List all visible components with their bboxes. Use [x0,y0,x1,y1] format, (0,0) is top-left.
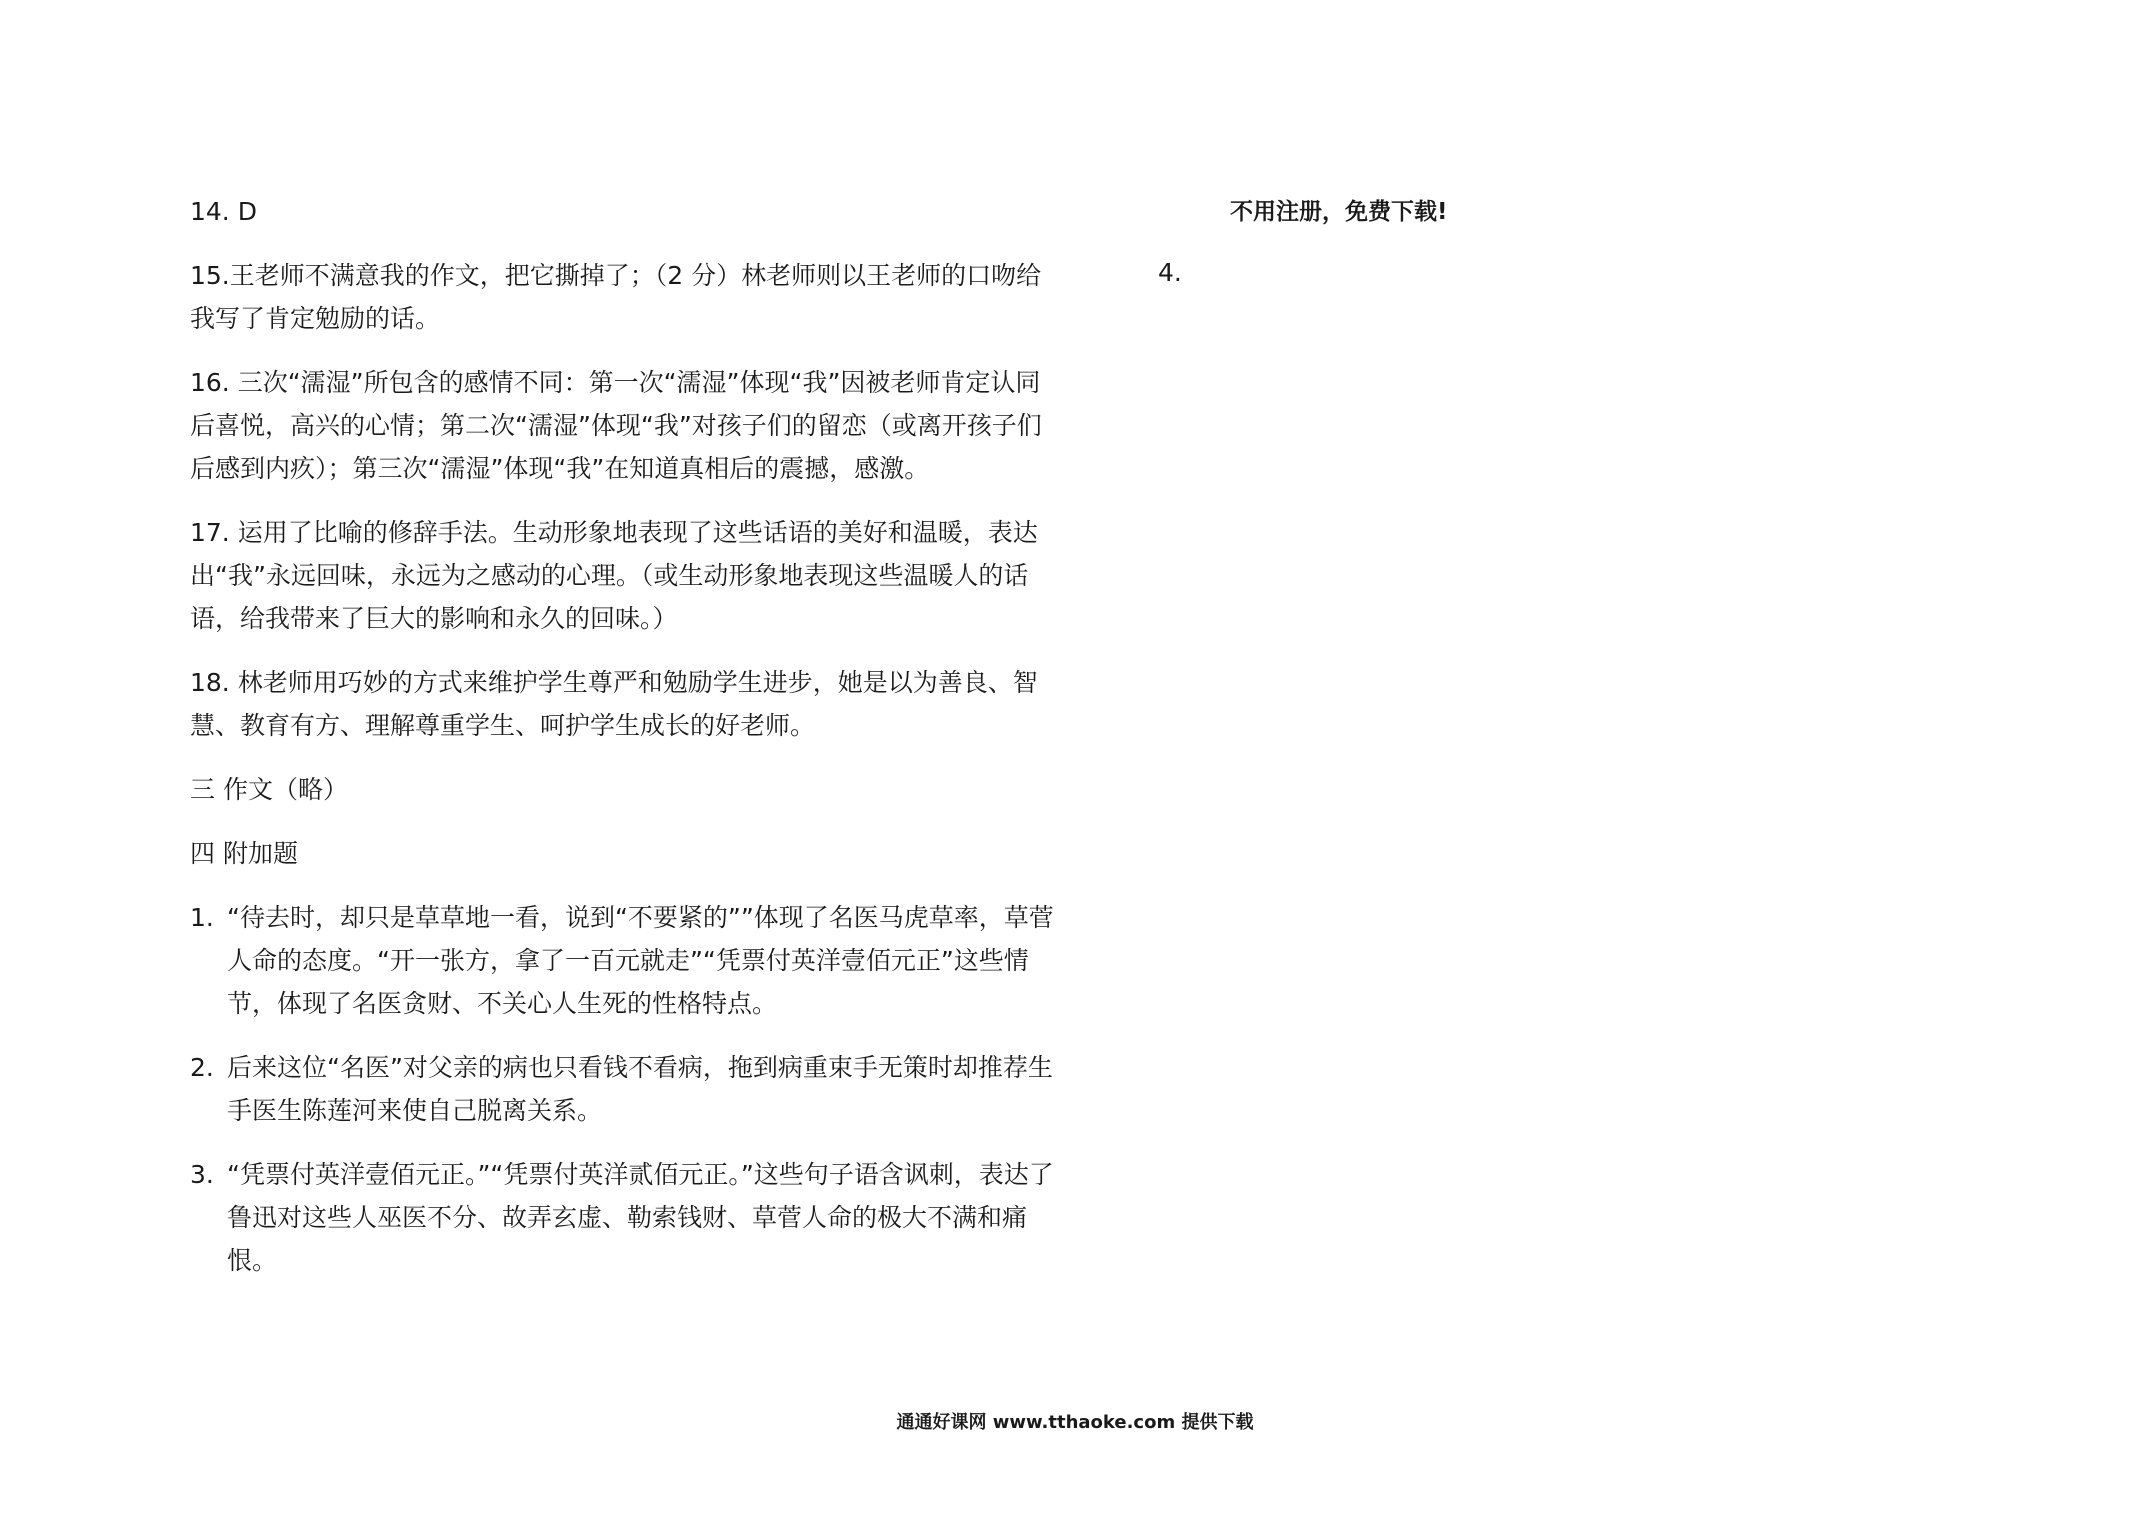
list-item-number: 1. [190,903,214,932]
page-footer [0,1408,2150,1438]
list-item-text: “凭票付英洋壹佰元正。”“凭票付英洋贰佰元正。”这些句子语含讽刺，表达了鲁迅对这些人巫医不分、故弄玄虚、勒索钱财、草菅人命的极大不满和痛恨。 [227,1160,1054,1275]
free-download-note: 不用注册，免费下载! [1230,199,1448,225]
list-item-number: 3. [190,1160,214,1189]
section-bonus: 四 附加题 [190,839,298,868]
answer-column [190,190,1060,1303]
bonus-answer-list [190,896,1060,1282]
section-composition: 三 作文（略） [190,775,348,804]
footer-source-text: 通通好课网 www.tthaoke.com 提供下载 [896,1412,1254,1433]
answer-14: 14. D [190,197,257,226]
list-item [190,1046,1060,1132]
answer-16: 16. 三次“濡湿”所包含的感情不同：第一次“濡湿”体现“我”因被老师肯定认同后喜悦，高兴的心情；第二次“濡湿”体现“我”对孩子们的留恋（或离开孩子们后感到内疚）；第三次“濡湿”体现“我”在知道真相后的震撼，感激。 [190,368,1042,483]
list-item [190,896,1060,1025]
list-item [190,1153,1060,1282]
answer-15: 15.王老师不满意我的作文，把它撕掉了；（2 分）林老师则以王老师的口吻给我写了肯定勉励的话。 [190,261,1042,333]
answer-18: 18. 林老师用巧妙的方式来维护学生尊严和勉励学生进步，她是以为善良、智慧、教育有方、理解尊重学生、呵护学生成长的好老师。 [190,668,1038,740]
list-item-text: “待去时，却只是草草地一看，说到“不要紧的””体现了名医马虎草率，草菅人命的态度。“开一张方，拿了一百元就走”“凭票付英洋壹佰元正”这些情节，体现了名医贪财、不关心人生死的性格特点。 [227,903,1054,1018]
right-item-number: 4. [1158,258,1182,287]
answer-17: 17. 运用了比喻的修辞手法。生动形象地表现了这些话语的美好和温暖，表达出“我”永远回味，永远为之感动的心理。（或生动形象地表现这些温暖人的话语，给我带来了巨大的影响和永久的回味。） [190,518,1038,633]
list-item-text: 后来这位“名医”对父亲的病也只看钱不看病，拖到病重束手无策时却推荐生手医生陈莲河来使自己脱离关系。 [227,1053,1053,1125]
list-item-number: 2. [190,1053,214,1082]
